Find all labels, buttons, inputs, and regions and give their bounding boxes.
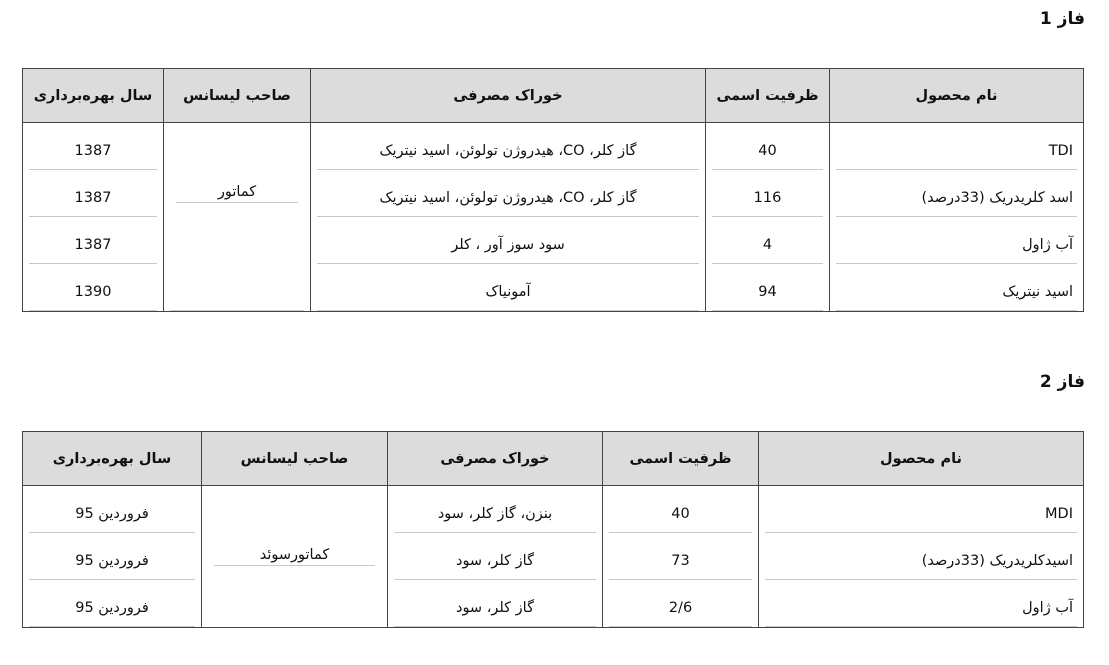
header-product: نام محصول xyxy=(759,432,1084,486)
phase1-table xyxy=(22,68,1084,312)
header-product: نام محصول xyxy=(830,69,1084,123)
year-cell: فروردین 95 xyxy=(23,486,202,534)
table-row xyxy=(23,264,1084,312)
phase2-table xyxy=(22,431,1084,628)
capacity-cell: 2/6 xyxy=(603,580,759,628)
product-cell: TDI xyxy=(830,123,1084,171)
feed-cell: گاز کلر، CO، هیدروژن تولوئن، اسید نیتریک xyxy=(311,170,706,217)
header-year: سال بهره‌برداری xyxy=(23,69,164,123)
capacity-cell: 73 xyxy=(603,533,759,580)
feed-cell: گاز کلر، سود xyxy=(388,580,603,628)
product-cell: آب ژاول xyxy=(830,217,1084,264)
phase1-title: فاز 1 xyxy=(1039,9,1085,29)
capacity-cell: 94 xyxy=(706,264,830,312)
license-cell: کماتورسوئد xyxy=(202,486,388,628)
capacity-cell: 116 xyxy=(706,170,830,217)
table-row xyxy=(23,533,1084,580)
table-row xyxy=(23,123,1084,171)
product-cell: MDI xyxy=(759,486,1084,534)
table-row xyxy=(23,580,1084,628)
header-feed: خوراک مصرفی xyxy=(311,69,706,123)
capacity-cell: 4 xyxy=(706,217,830,264)
year-cell: فروردین 95 xyxy=(23,533,202,580)
header-license: صاحب لیسانس xyxy=(202,432,388,486)
table-row xyxy=(23,486,1084,534)
header-capacity: ظرفیت اسمی xyxy=(706,69,830,123)
feed-cell: گاز کلر، CO، هیدروژن تولوئن، اسید نیتریک xyxy=(311,123,706,171)
header-feed: خوراک مصرفی xyxy=(388,432,603,486)
product-cell: اسید نیتریک xyxy=(830,264,1084,312)
product-cell: آب ژاول xyxy=(759,580,1084,628)
header-capacity: ظرفیت اسمی xyxy=(603,432,759,486)
capacity-cell: 40 xyxy=(706,123,830,171)
feed-cell: بنزن، گاز کلر، سود xyxy=(388,486,603,534)
year-cell: 1387 xyxy=(23,123,164,171)
license-cell-empty xyxy=(164,264,311,312)
year-cell: 1390 xyxy=(23,264,164,312)
header-year: سال بهره‌برداری xyxy=(23,432,202,486)
table-header-row xyxy=(23,69,1084,123)
phase2-title: فاز 2 xyxy=(1039,372,1085,392)
year-cell: فروردین 95 xyxy=(23,580,202,628)
feed-cell: گاز کلر، سود xyxy=(388,533,603,580)
table-header-row xyxy=(23,432,1084,486)
feed-cell: آمونیاک xyxy=(311,264,706,312)
feed-cell: سود سوز آور ، کلر xyxy=(311,217,706,264)
product-cell: اسیدکلریدریک (33درصد) xyxy=(759,533,1084,580)
license-cell: کماتور xyxy=(164,123,311,265)
year-cell: 1387 xyxy=(23,217,164,264)
year-cell: 1387 xyxy=(23,170,164,217)
header-license: صاحب لیسانس xyxy=(164,69,311,123)
capacity-cell: 40 xyxy=(603,486,759,534)
product-cell: اسد کلریدریک (33درصد) xyxy=(830,170,1084,217)
